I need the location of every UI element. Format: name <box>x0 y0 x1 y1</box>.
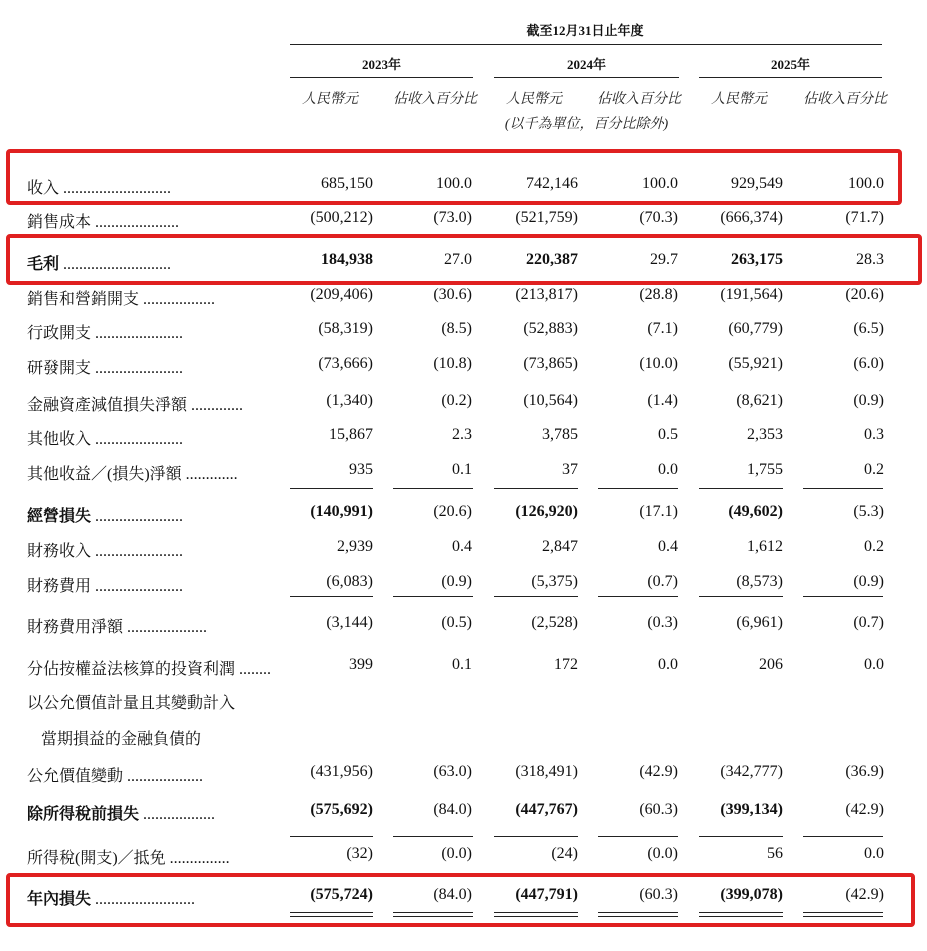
leader-dots: ..................... <box>95 214 180 231</box>
percent-cell: (5.3) <box>853 503 884 520</box>
percent-cell: (0.9) <box>441 573 472 590</box>
percent-label-2023: 佔收入百分比 <box>393 92 477 107</box>
unit-note: (以千為單位，百分比除外) <box>504 117 669 132</box>
amount-cell: (8,621) <box>736 392 783 409</box>
subtotal-rule <box>290 488 373 489</box>
table-row-other-gains <box>0 461 927 485</box>
amount-cell: 15,867 <box>329 426 373 443</box>
amount-cell: (3,144) <box>326 614 373 631</box>
row-label-text: 除所得稅前損失 <box>27 806 140 823</box>
percent-cell: 0.2 <box>864 538 884 555</box>
percent-cell: (30.6) <box>433 286 472 303</box>
percent-cell: (73.0) <box>433 209 472 226</box>
amount-cell: 929,549 <box>731 175 783 192</box>
row-label-text: 其他收益／(損失)淨額 <box>27 466 182 483</box>
percent-cell: 100.0 <box>642 175 678 192</box>
amount-cell: 935 <box>349 461 373 478</box>
period-title: 截至12月31日止年度 <box>526 23 644 38</box>
percent-cell: (6.0) <box>853 355 884 372</box>
leader-dots: .................. <box>143 806 216 823</box>
subtotal-rule <box>494 836 578 837</box>
year-rule-2024 <box>494 77 679 78</box>
row-label-text: 金融資產減值損失淨額 <box>27 397 188 414</box>
percent-cell: 0.4 <box>452 538 472 555</box>
percent-cell: 0.0 <box>658 461 678 478</box>
table-row-impairment <box>0 392 927 416</box>
percent-cell: (0.7) <box>853 614 884 631</box>
table-row-other-income <box>0 426 927 450</box>
amount-cell: 742,146 <box>526 175 578 192</box>
subtotal-rule <box>699 488 783 489</box>
amount-cell: 685,150 <box>321 175 373 192</box>
amount-cell: (399,134) <box>720 801 783 818</box>
row-label <box>27 320 183 343</box>
subtotal-rule <box>290 836 373 837</box>
amount-cell: (447,767) <box>515 801 578 818</box>
subtotal-rule <box>393 488 473 489</box>
amount-cell: 172 <box>554 656 578 673</box>
amount-cell: (55,921) <box>728 355 783 372</box>
percent-cell: (10.8) <box>433 355 472 372</box>
leader-dots: ................... <box>127 768 204 785</box>
row-label <box>27 763 203 786</box>
leader-dots: ........................... <box>63 256 172 273</box>
percent-cell: 28.3 <box>856 251 884 268</box>
subtotal-rule <box>290 596 373 597</box>
percent-cell: (0.2) <box>441 392 472 409</box>
table-row-cost-of-sales <box>0 209 927 233</box>
percent-cell: (71.7) <box>845 209 884 226</box>
percent-cell: 2.3 <box>452 426 472 443</box>
amount-cell: (575,724) <box>310 886 373 903</box>
row-label-text: 分佔按權益法核算的投資利潤 <box>27 661 236 678</box>
percent-cell: (0.9) <box>853 573 884 590</box>
amount-cell: (73,865) <box>523 355 578 372</box>
percent-cell: 0.0 <box>864 656 884 673</box>
row-label <box>27 614 207 637</box>
amount-cell: (575,692) <box>310 801 373 818</box>
row-label <box>27 209 179 232</box>
header-rule <box>290 44 882 45</box>
row-label <box>27 392 243 415</box>
subtotal-rule <box>598 836 678 837</box>
amount-cell: (666,374) <box>720 209 783 226</box>
row-label <box>27 503 183 526</box>
amount-cell: (431,956) <box>310 763 373 780</box>
subtotal-rule <box>803 488 883 489</box>
table-row-admin <box>0 320 927 344</box>
subtotal-rule <box>598 488 678 489</box>
amount-cell: (32) <box>346 845 373 862</box>
amount-cell: (6,961) <box>736 614 783 631</box>
amount-cell: 2,847 <box>542 538 578 555</box>
fv-label-line1: 以公允價值計量且其變動計入 <box>27 695 236 712</box>
subtotal-rule <box>393 836 473 837</box>
percent-cell: (20.6) <box>845 286 884 303</box>
row-label <box>27 801 215 824</box>
table-row-rnd <box>0 355 927 379</box>
subtotal-rule <box>494 488 578 489</box>
amount-cell: (500,212) <box>310 209 373 226</box>
amount-cell: 206 <box>759 656 783 673</box>
currency-label-2025: 人民幣元 <box>711 92 767 107</box>
amount-cell: (1,340) <box>326 392 373 409</box>
leader-dots: ............... <box>169 850 230 867</box>
table-row-net-finance-costs <box>0 614 927 638</box>
percent-cell: (7.1) <box>647 320 678 337</box>
percent-cell: (10.0) <box>639 355 678 372</box>
amount-cell: (191,564) <box>720 286 783 303</box>
year-rule-2025 <box>699 77 882 78</box>
percent-cell: (0.0) <box>647 845 678 862</box>
table-row-selling-marketing <box>0 286 927 310</box>
subtotal-rule <box>598 596 678 597</box>
row-label-text: 毛利 <box>27 256 60 273</box>
percent-cell: 100.0 <box>436 175 472 192</box>
table-row-share-of-profit <box>0 656 927 680</box>
amount-cell: (140,991) <box>310 503 373 520</box>
percent-cell: (0.5) <box>441 614 472 631</box>
percent-cell: 0.4 <box>658 538 678 555</box>
row-label-text: 所得稅(開支)／抵免 <box>27 850 166 867</box>
subtotal-rule <box>803 836 883 837</box>
leader-dots: ...................... <box>95 578 184 595</box>
amount-cell: (209,406) <box>310 286 373 303</box>
percent-cell: 0.1 <box>452 461 472 478</box>
percent-cell: 0.2 <box>864 461 884 478</box>
year-2025: 2025年 <box>770 57 810 72</box>
amount-cell: (49,602) <box>728 503 783 520</box>
amount-cell: 2,353 <box>747 426 783 443</box>
leader-dots: ...................... <box>95 543 184 560</box>
percent-cell: (20.6) <box>433 503 472 520</box>
highlight-loss-for-year <box>6 873 915 927</box>
currency-label-2024: 人民幣元 <box>506 92 562 107</box>
table-row-finance-costs <box>0 573 927 597</box>
table-row-fair-value-change <box>0 763 927 787</box>
percent-cell: (0.9) <box>853 392 884 409</box>
highlight-revenue <box>6 149 902 205</box>
amount-cell: (213,817) <box>515 286 578 303</box>
table-row-operating-loss <box>0 503 927 527</box>
subtotal-rule <box>699 836 783 837</box>
amount-cell: 184,938 <box>321 251 373 268</box>
percent-cell: (60.3) <box>639 801 678 818</box>
percent-cell: (1.4) <box>647 392 678 409</box>
table-row-finance-income <box>0 538 927 562</box>
amount-cell: (24) <box>551 845 578 862</box>
percent-label-2024: 佔收入百分比 <box>597 92 681 107</box>
row-label-text: 年內損失 <box>27 891 92 908</box>
percent-cell: (42.9) <box>845 801 884 818</box>
amount-cell: (318,491) <box>515 763 578 780</box>
amount-cell: 37 <box>562 461 578 478</box>
leader-dots: ...................... <box>95 325 184 342</box>
percent-cell: (8.5) <box>441 320 472 337</box>
subtotal-rule <box>699 596 783 597</box>
percent-cell: (84.0) <box>433 886 472 903</box>
leader-dots: ...................... <box>95 508 184 525</box>
row-label <box>27 573 183 596</box>
leader-dots: .................... <box>127 619 208 636</box>
year-2024: 2024年 <box>566 57 606 72</box>
percent-cell: (70.3) <box>639 209 678 226</box>
leader-dots: ...................... <box>95 360 184 377</box>
percent-cell: 0.5 <box>658 426 678 443</box>
amount-cell: (521,759) <box>515 209 578 226</box>
row-label-text: 行政開支 <box>27 325 92 342</box>
leader-dots: ......................... <box>95 891 196 908</box>
amount-cell: 2,939 <box>337 538 373 555</box>
year-rule-2023 <box>290 77 473 78</box>
amount-cell: (2,528) <box>531 614 578 631</box>
highlight-gross-profit <box>6 234 922 285</box>
row-label-text: 研發開支 <box>27 360 92 377</box>
row-label-text: 財務費用 <box>27 578 92 595</box>
currency-label-2023: 人民幣元 <box>302 92 358 107</box>
amount-cell: (126,920) <box>515 503 578 520</box>
percent-label-2025: 佔收入百分比 <box>803 92 887 107</box>
percent-cell: (60.3) <box>639 886 678 903</box>
amount-cell: 56 <box>767 845 783 862</box>
amount-cell: (342,777) <box>720 763 783 780</box>
subtotal-rule <box>393 596 473 597</box>
percent-cell: (36.9) <box>845 763 884 780</box>
percent-cell: 0.0 <box>864 845 884 862</box>
percent-cell: 100.0 <box>848 175 884 192</box>
amount-cell: (6,083) <box>326 573 373 590</box>
row-label-text: 公允價值變動 <box>27 768 124 785</box>
percent-cell: (0.0) <box>441 845 472 862</box>
row-label <box>27 426 183 449</box>
fv-label-line2: 當期損益的金融負債的 <box>41 731 202 748</box>
amount-cell: (60,779) <box>728 320 783 337</box>
percent-cell: (17.1) <box>639 503 678 520</box>
row-label-text: 收入 <box>27 180 60 197</box>
row-label <box>27 286 215 309</box>
row-label-text: 銷售和營銷開支 <box>27 291 140 308</box>
percent-cell: 0.3 <box>864 426 884 443</box>
percent-cell: (6.5) <box>853 320 884 337</box>
subtotal-rule <box>803 596 883 597</box>
amount-cell: (73,666) <box>318 355 373 372</box>
percent-cell: (42.9) <box>845 886 884 903</box>
amount-cell: 1,612 <box>747 538 783 555</box>
row-label <box>27 845 230 868</box>
amount-cell: (8,573) <box>736 573 783 590</box>
percent-cell: (0.7) <box>647 573 678 590</box>
row-label <box>27 355 183 378</box>
row-label-text: 銷售成本 <box>27 214 92 231</box>
amount-cell: 263,175 <box>731 251 783 268</box>
percent-cell: (63.0) <box>433 763 472 780</box>
leader-dots: .................. <box>143 291 216 308</box>
leader-dots: ........ <box>239 661 272 678</box>
table-row-loss-before-tax <box>0 801 927 825</box>
amount-cell: 3,785 <box>542 426 578 443</box>
table-row-income-tax <box>0 845 927 869</box>
row-label <box>27 538 183 561</box>
amount-cell: (10,564) <box>523 392 578 409</box>
percent-cell: 27.0 <box>444 251 472 268</box>
row-label-text: 財務收入 <box>27 543 92 560</box>
row-label-text: 其他收入 <box>27 431 92 448</box>
subtotal-rule <box>494 596 578 597</box>
leader-dots: ............. <box>185 466 238 483</box>
amount-cell: (52,883) <box>523 320 578 337</box>
amount-cell: 399 <box>349 656 373 673</box>
percent-cell: 0.1 <box>452 656 472 673</box>
amount-cell: (447,791) <box>515 886 578 903</box>
percent-cell: (28.8) <box>639 286 678 303</box>
row-label <box>27 656 271 679</box>
row-label-text: 經營損失 <box>27 508 92 525</box>
row-label <box>27 461 238 484</box>
row-label-text: 財務費用淨額 <box>27 619 124 636</box>
amount-cell: (399,078) <box>720 886 783 903</box>
percent-cell: 29.7 <box>650 251 678 268</box>
amount-cell: (58,319) <box>318 320 373 337</box>
leader-dots: ........................... <box>63 180 172 197</box>
percent-cell: 0.0 <box>658 656 678 673</box>
year-2023: 2023年 <box>361 57 401 72</box>
leader-dots: ...................... <box>95 431 184 448</box>
amount-cell: 1,755 <box>747 461 783 478</box>
amount-cell: (5,375) <box>531 573 578 590</box>
percent-cell: (84.0) <box>433 801 472 818</box>
percent-cell: (0.3) <box>647 614 678 631</box>
percent-cell: (42.9) <box>639 763 678 780</box>
leader-dots: ............. <box>191 397 244 414</box>
amount-cell: 220,387 <box>526 251 578 268</box>
